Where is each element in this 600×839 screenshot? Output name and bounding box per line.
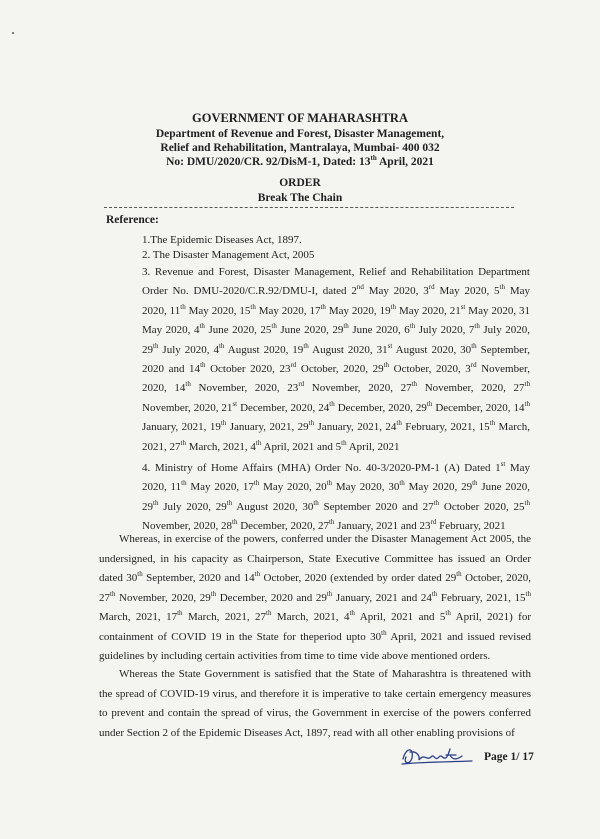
signature-mark bbox=[400, 743, 474, 769]
order-number-suffix: April, 2021 bbox=[376, 156, 434, 168]
government-title: GOVERNMENT OF MAHARASHTRA bbox=[192, 111, 408, 125]
order-subtitle: Break The Chain bbox=[257, 192, 343, 204]
reference-item-1: 1.The Epidemic Diseases Act, 1897. bbox=[142, 234, 302, 246]
reference-list bbox=[142, 233, 530, 537]
reference-item-4: 4. Ministry of Home Affairs (MHA) Order No. 40-3/2020-PM-1 (A) Dated 1st May 2020, 11th May 2020, 17th May 2020, 20th May 2020, 30th May 2020, 29th June 2020, 29th July 2020, 29th August 2020, 30th September 2020 and 27th October 2020, 25th November, 2020, 28th December, 2020, 27th January, 2021 and 23rd February, 2021 bbox=[142, 460, 531, 533]
reference-item-2: 2. The Disaster Management Act, 2005 bbox=[142, 249, 315, 261]
paragraph-whereas-state: Whereas the State Government is satisfied that the State of Maharashtra is threatened with the spread of COVID-19 virus, and therefore it is imperative to take certain emergency measures to prevent and contain the spread of virus, the Government in exercise of the powers conferred under Section 2 of the Epidemic Diseases Act, 1897, read with all other enabling provisions of bbox=[99, 668, 531, 739]
paragraph-whereas-powers: Whereas, in exercise of the powers, conferred under the Disaster Management Act 2005, the undersigned, in his capacity as Chairperson, State Executive Committee has issued an Order dated 30th September, 2020 and 14th October, 2020 (extended by order dated 29th October, 2020, 27th November, 2020, 29th December, 2020 and 29th January, 2021 and 24th February, 2021, 15th March, 2021, 17th March, 2021, 27th March, 2021, 4th April, 2021 and 5th April, 2021) for containment of COVID 19 in the State for theperiod upto 30th April, 2021 and issued revised guidelines by including certain activities from time to time vide above mentioned orders. bbox=[99, 533, 532, 662]
order-heading: ORDER bbox=[279, 177, 321, 189]
department-line: Department of Revenue and Forest, Disaster Management, bbox=[155, 128, 445, 140]
order-number-prefix: No: DMU/2020/CR. 92/DisM-1, Dated: 13 bbox=[166, 156, 371, 168]
order-number-line bbox=[0, 155, 600, 170]
relief-line: Relief and Rehabilitation, Mantralaya, Mumbai- 400 032 bbox=[160, 142, 440, 154]
reference-title: Reference: bbox=[106, 214, 159, 226]
reference-item-3: 3. Revenue and Forest, Disaster Management, Relief and Rehabilitation Department Order No. DMU-2020/C.R.92/DMU-I, dated 2nd May 2020, 3rd May 2020, 5th May 2020, 11th May 2020, 15th May 2020, 17th May 2020, 19th May 2020, 21st May 2020, 31 May 2020, 4th June 2020, 25th June 2020, 29th June 2020, 6th July 2020, 7th July 2020, 29th July 2020, 4th August 2020, 19th August 2020, 31st August 2020, 30th September, 2020 and 14th October 2020, 23rd October, 2020, 29th October, 2020, 3rd November, 2020, 14th November, 2020, 23rd November, 2020, 27th November, 2020, 27th November, 2020, 21st December, 2020, 24th December, 2020, 29th December, 2020, 14th January, 2021, 19th January, 2021, 29th January, 2021, 24th February, 2021, 15th March, 2021, 27th March, 2021, 4th April, 2021 and 5th April, 2021 bbox=[142, 266, 531, 453]
scan-speck bbox=[12, 32, 14, 34]
order-number-sup: th bbox=[370, 154, 377, 162]
dashed-divider bbox=[104, 207, 514, 208]
page-number: Page 1/ 17 bbox=[484, 751, 534, 763]
